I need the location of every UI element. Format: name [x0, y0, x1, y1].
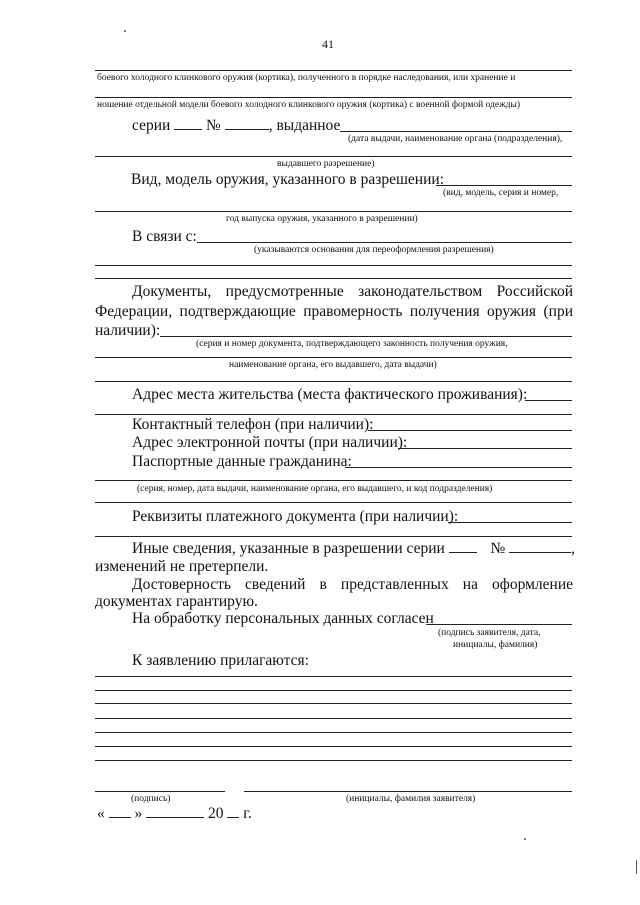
date-open-quote: «	[97, 805, 105, 822]
consent-signature-field[interactable]	[426, 624, 572, 625]
fill-line[interactable]	[95, 97, 572, 98]
fill-line[interactable]	[95, 211, 572, 212]
address-label: Адрес места жительства (места фактического проживания):	[132, 386, 528, 403]
payment-field[interactable]	[448, 522, 572, 523]
scan-edge-mark	[636, 860, 637, 874]
attachment-line[interactable]	[95, 718, 572, 719]
weapon-type-field[interactable]	[436, 185, 572, 186]
fill-line[interactable]	[95, 381, 572, 382]
fill-line[interactable]	[95, 536, 572, 537]
phone-field[interactable]	[368, 430, 572, 431]
signature-field[interactable]	[95, 791, 225, 792]
reason-label: В связи с:	[132, 228, 197, 245]
date-row	[97, 805, 252, 823]
issued-field[interactable]	[340, 131, 572, 132]
weapon-type-label: Вид, модель оружия, указанного в разрешении:	[131, 171, 444, 188]
email-label: Адрес электронной почты (при наличии):	[132, 434, 408, 451]
reliability-line2: документах гарантирую.	[95, 593, 258, 610]
date-year-field[interactable]	[227, 805, 239, 818]
attached-label: К заявлению прилагаются:	[132, 652, 309, 669]
attachment-line[interactable]	[95, 732, 572, 733]
documents-hint1: (серия и номер документа, подтверждающего законность получения оружия,	[196, 339, 508, 349]
date-close-quote: »	[134, 805, 143, 822]
address-field[interactable]	[525, 400, 572, 401]
date-day-field[interactable]	[109, 805, 131, 818]
other-info-line2: изменений не претерпели.	[95, 558, 269, 575]
fill-line[interactable]	[95, 502, 572, 503]
documents-text-line3: наличии):	[95, 322, 161, 339]
fill-line[interactable]	[95, 156, 572, 157]
scan-speck	[524, 838, 526, 840]
attachment-line[interactable]	[95, 746, 572, 747]
consent-hint1: (подпись заявителя, дата,	[438, 628, 541, 638]
issued-label: , выданное	[268, 117, 341, 134]
signature-label: (подпись)	[131, 794, 171, 804]
date-year-prefix: 20	[208, 805, 224, 822]
other-number-field[interactable]	[509, 540, 571, 553]
fill-line[interactable]	[95, 357, 572, 358]
page-number: 41	[322, 37, 334, 51]
payment-label: Реквизиты платежного документа (при наличии):	[132, 508, 459, 525]
scan-speck	[124, 30, 126, 32]
weapon-text-line1: боевого холодного клинкового оружия (кортика), полученного в порядке наследования, или хранение и	[97, 73, 516, 83]
attachment-line[interactable]	[95, 676, 572, 677]
other-series-field[interactable]	[449, 540, 477, 553]
fill-line[interactable]	[95, 480, 572, 481]
passport-label: Паспортные данные гражданина:	[132, 453, 352, 470]
consent-hint2: инициалы, фамилия)	[453, 640, 538, 650]
reason-hint: (указываются основания для переоформления разрешения)	[254, 245, 494, 255]
documents-text-line2: Федерации, подтверждающие правомерность получения оружия (при	[95, 303, 573, 320]
series-field[interactable]	[174, 117, 202, 130]
initials-label: (инициалы, фамилия заявителя)	[346, 794, 476, 804]
reliability-line1: Достоверность сведений в представленных на оформление	[132, 576, 573, 593]
consent-label: На обработку персональных данных согласен	[132, 610, 434, 627]
documents-field[interactable]	[160, 336, 572, 337]
documents-text-line1: Документы, предусмотренные законодательством Российской	[132, 283, 573, 300]
other-number-sign: №	[490, 540, 506, 557]
series-row	[132, 117, 340, 135]
number-sign: №	[206, 117, 221, 134]
issue-hint: (дата выдачи, наименование органа (подразделения),	[348, 134, 563, 144]
other-info-text: Иные сведения, указанные в разрешении серии	[132, 540, 445, 557]
weapon-type-hint: (вид, модель, серия и номер,	[443, 188, 559, 198]
attachment-line[interactable]	[95, 703, 572, 704]
initials-field[interactable]	[244, 791, 572, 792]
attachment-line[interactable]	[95, 760, 572, 761]
date-year-suffix: г.	[243, 805, 252, 822]
weapon-text-line2: ношение отдельной модели боевого холодного клинкового оружия (кортика) с военной формой одежды)	[97, 100, 521, 110]
documents-hint2: наименование органа, его выдавшего, дата выдачи)	[229, 360, 437, 370]
other-info-comma: ,	[571, 540, 575, 557]
issuer-hint: выдавшего разрешение)	[277, 159, 375, 169]
passport-hint: (серия, номер, дата выдачи, наименование органа, его выдавшего, и код подразделения)	[137, 484, 493, 494]
attachment-line[interactable]	[95, 690, 572, 691]
series-label: серии	[132, 117, 171, 134]
fill-line[interactable]	[95, 70, 572, 71]
passport-field[interactable]	[345, 467, 572, 468]
other-info-row	[132, 540, 575, 558]
fill-line[interactable]	[95, 414, 572, 415]
phone-label: Контактный телефон (при наличии):	[132, 416, 374, 433]
email-field[interactable]	[398, 448, 572, 449]
date-month-field[interactable]	[146, 805, 204, 818]
reason-field[interactable]	[197, 242, 572, 243]
fill-line[interactable]	[95, 278, 572, 279]
fill-line[interactable]	[95, 265, 572, 266]
number-field[interactable]	[225, 117, 269, 130]
weapon-year-hint: год выпуска оружия, указанного в разрешении)	[226, 214, 418, 224]
